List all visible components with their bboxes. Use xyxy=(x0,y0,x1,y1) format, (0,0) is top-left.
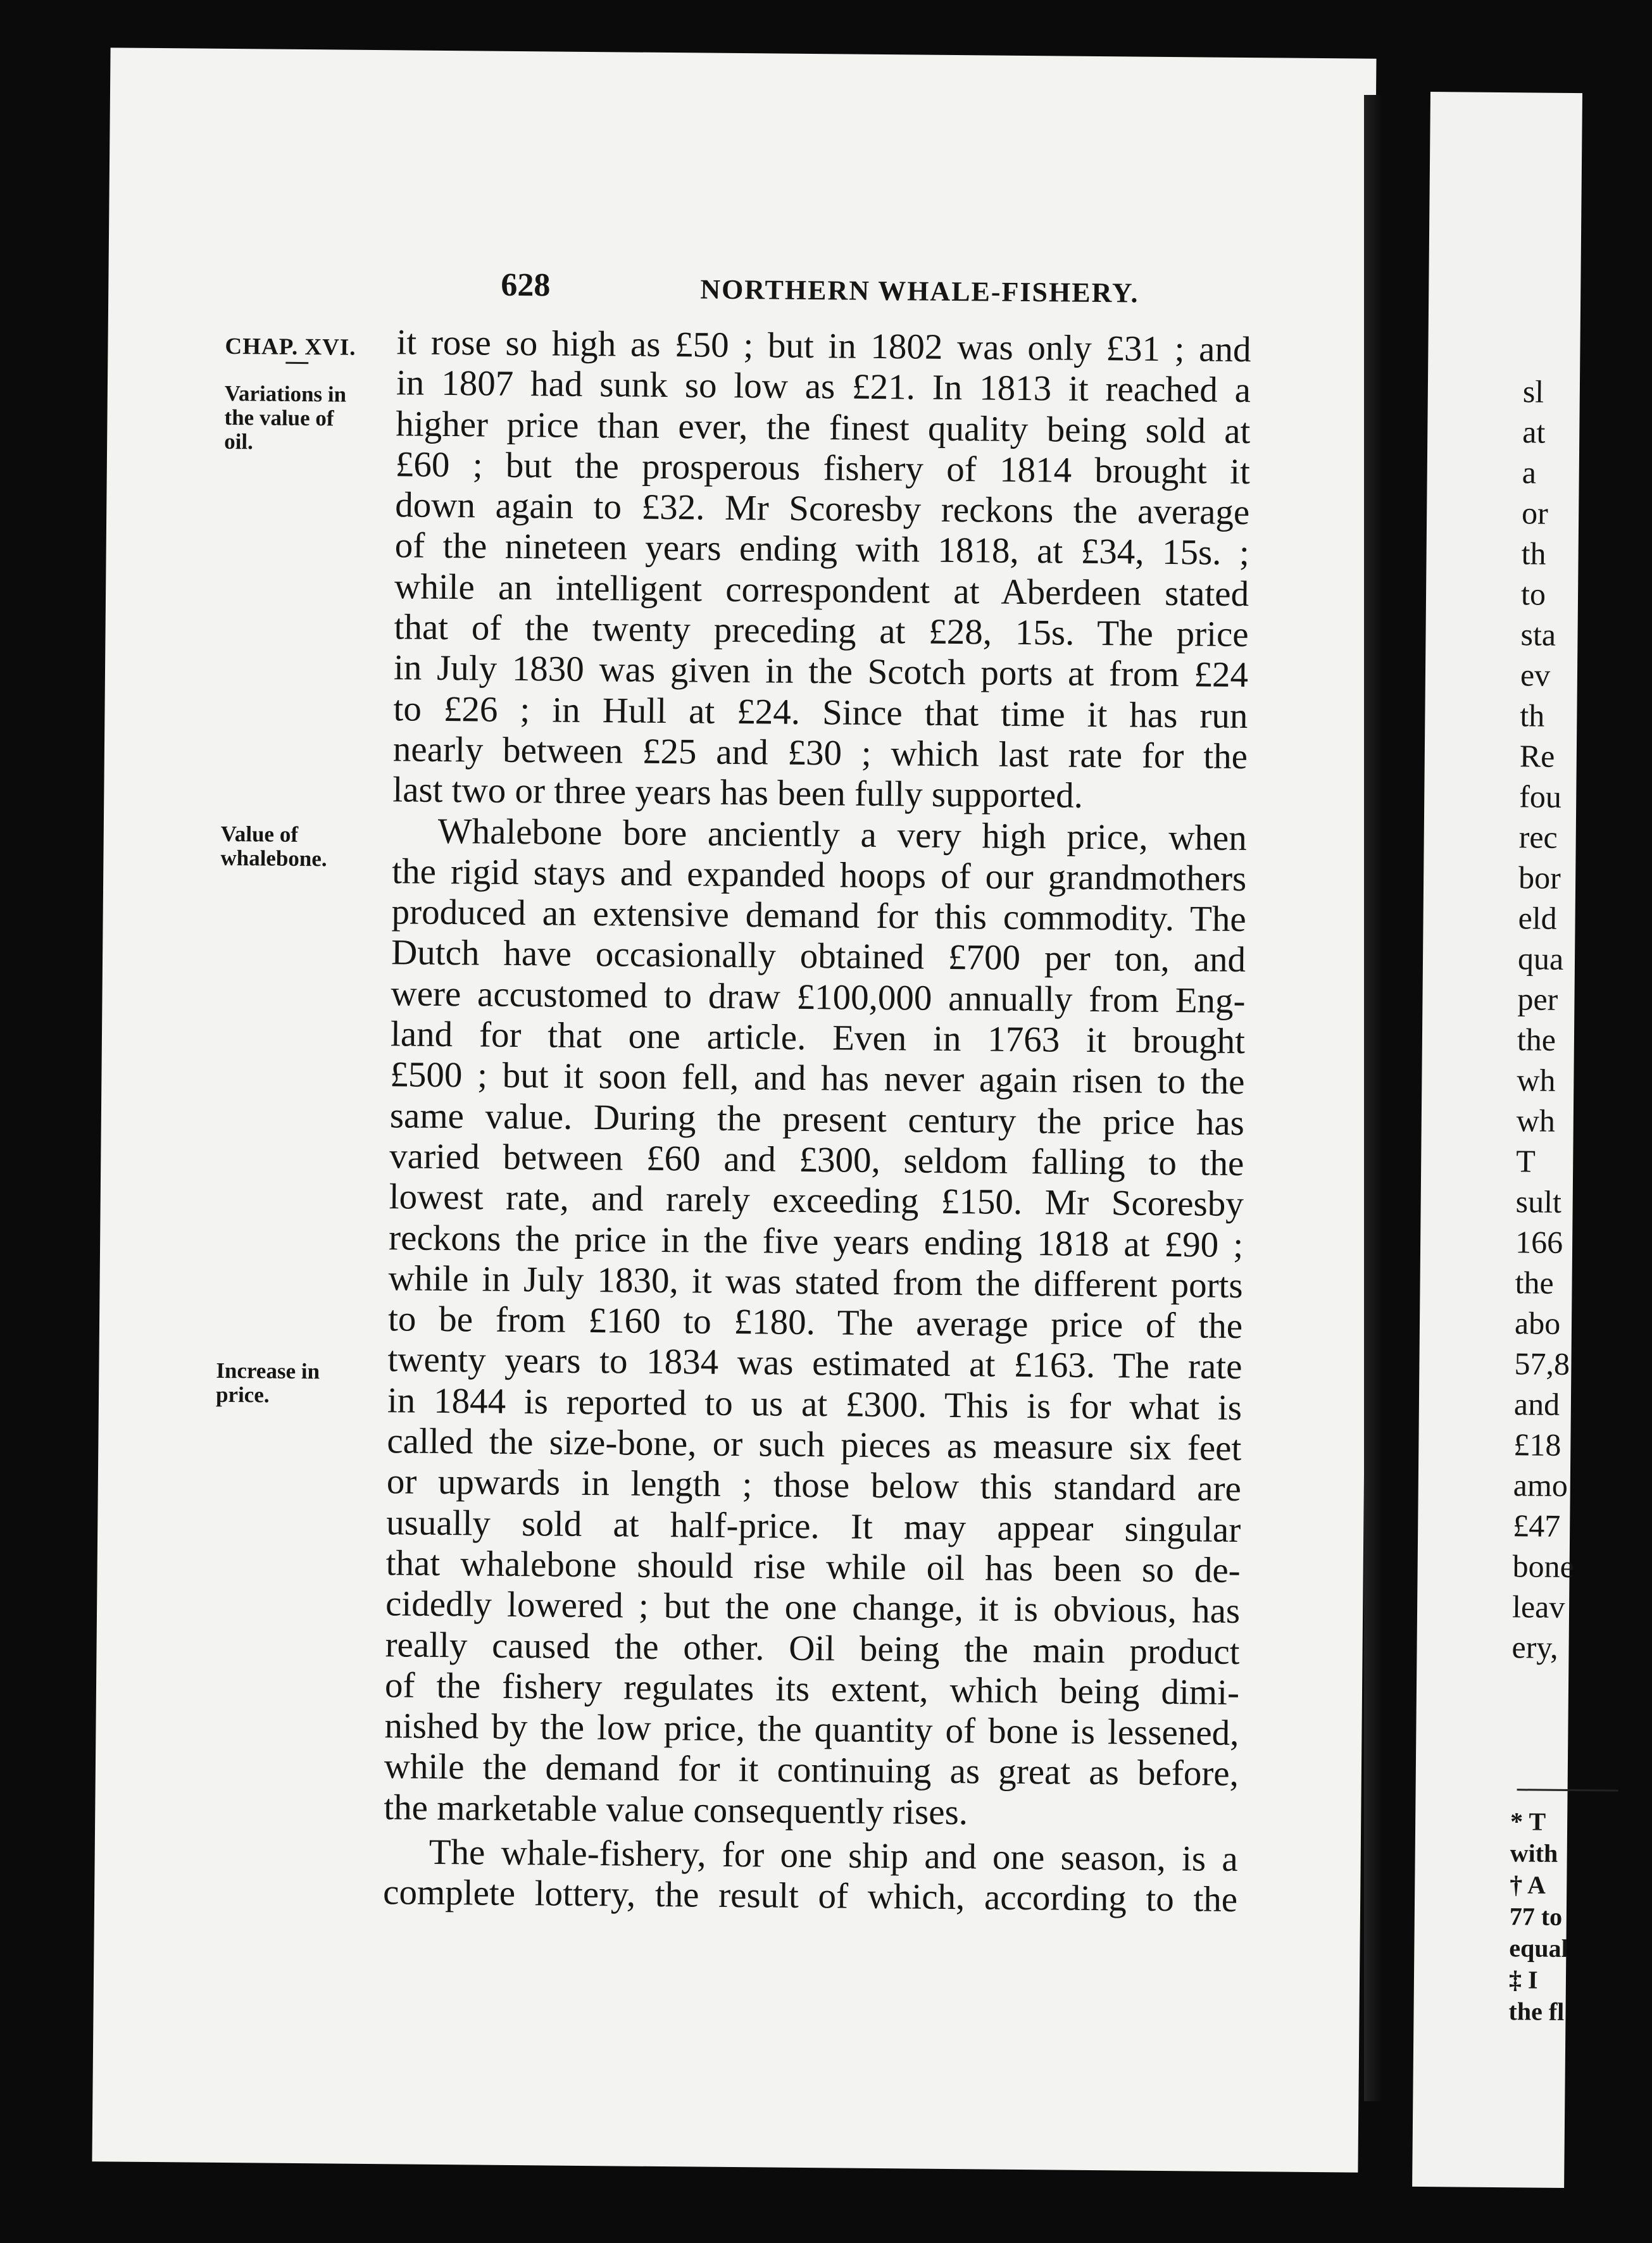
text-line: the rigid stays and expanded hoops of our grandmothers xyxy=(391,851,1247,899)
text-line: or upwards in length ; those below this standard are xyxy=(386,1461,1242,1509)
facing-text-fragment: ev xyxy=(1520,657,1551,693)
margin-dash xyxy=(285,362,308,364)
text-line: Whalebone bore anciently a very high price, when xyxy=(437,811,1248,858)
facing-text-fragment: at xyxy=(1522,414,1546,450)
text-line: of the nineteen years ending with 1818, at £34, 15s. ; xyxy=(394,525,1249,573)
body-text xyxy=(383,322,1251,1920)
text-line: varied between £60 and £300, seldom falling to the xyxy=(389,1136,1244,1184)
text-line: that of the twenty preceding at £28, 15s. The price xyxy=(394,607,1249,655)
facing-text-fragment: Re xyxy=(1519,738,1555,774)
text-line: produced an extensive demand for this commodity. The xyxy=(391,892,1246,940)
text-line: cidedly lowered ; but the one change, it is obvious, has xyxy=(385,1584,1241,1632)
footnote-rule xyxy=(1517,1789,1618,1791)
text-line: down again to £32. Mr Scoresby reckons the average xyxy=(395,485,1250,533)
text-line: £500 ; but it soon fell, and has never again risen to the xyxy=(390,1054,1245,1103)
facing-page-footnotes xyxy=(1508,1789,1637,2028)
text-line: to be from £160 to £180. The average price of the xyxy=(387,1299,1243,1347)
gutter-shadow xyxy=(1364,95,1383,2101)
facing-text-fragment: fou xyxy=(1519,778,1562,815)
facing-text-fragment: and xyxy=(1513,1386,1560,1422)
text-line: the marketable value consequently rises. xyxy=(384,1787,968,1832)
text-line: same value. During the present century the price has xyxy=(389,1095,1245,1143)
facing-text-fragment: wh xyxy=(1516,1103,1556,1139)
text-line: in 1807 had sunk so low as £21. In 1813 it reached a xyxy=(396,363,1251,411)
facing-text-fragment: sl xyxy=(1522,373,1544,409)
facing-text-fragment: £18 xyxy=(1513,1427,1561,1463)
facing-text-fragment: sult xyxy=(1515,1184,1562,1220)
text-line: nished by the low price, the quantity of bone is lessened, xyxy=(384,1706,1239,1754)
facing-text-fragment: the xyxy=(1515,1265,1554,1301)
text-line: last two or three years has been fully supported. xyxy=(392,770,1084,816)
facing-footnote-fragment: with xyxy=(1510,1839,1558,1868)
facing-text-fragment: rec xyxy=(1518,819,1558,855)
facing-text-fragment: th xyxy=(1520,697,1545,734)
facing-text-fragment: sta xyxy=(1520,616,1556,653)
text-line: were accustomed to draw £100,000 annually from Eng- xyxy=(391,973,1246,1021)
facing-footnote-fragment: the fl xyxy=(1508,1997,1565,2026)
text-line: that whalebone should rise while oil has been so de- xyxy=(385,1543,1241,1590)
running-head xyxy=(399,265,1349,318)
text-line: complete lottery, the result of which, according to the xyxy=(382,1872,1238,1920)
text-line: while in July 1830, it was stated from the different ports xyxy=(388,1258,1243,1306)
facing-footnote-fragment: 77 to xyxy=(1509,1902,1563,1931)
running-title: NORTHERN WHALE-FISHERY. xyxy=(700,273,1139,309)
facing-footnote-fragment: * T xyxy=(1510,1807,1546,1836)
facing-text-fragment: T xyxy=(1516,1143,1536,1179)
text-line: nearly between £25 and £30 ; which last rate for the xyxy=(392,729,1248,777)
text-line: of the fishery regulates its extent, which being dimi- xyxy=(384,1665,1240,1713)
margin-note-increase: Increase in price. xyxy=(215,1358,320,1408)
text-line: Dutch have occasionally obtained £700 per ton, and xyxy=(391,932,1246,980)
facing-text-fragment: ery, xyxy=(1511,1629,1558,1665)
facing-text-fragment: £47 xyxy=(1512,1508,1561,1544)
facing-text-fragment: bone xyxy=(1512,1548,1575,1585)
facing-text-fragment: per xyxy=(1517,981,1558,1017)
text-line: while an intelligent correspondent at Aberdeen stated xyxy=(394,566,1249,614)
text-line: twenty years to 1834 was estimated at £163. The rate xyxy=(387,1339,1242,1387)
margin-note-oil: Variations in the value of oil. xyxy=(224,380,347,454)
facing-text-fragment: eld xyxy=(1518,900,1557,936)
text-line: really caused the other. Oil being the main product xyxy=(385,1624,1240,1672)
facing-text-fragment: bor xyxy=(1518,859,1561,896)
facing-text-fragment: th xyxy=(1521,535,1546,572)
text-line: called the size-bone, or such pieces as measure six feet xyxy=(387,1421,1242,1469)
facing-page-fragment xyxy=(1412,92,1582,2188)
margin-note-chapter: CHAP. XVI. xyxy=(225,335,370,367)
text-line: usually sold at half-price. It may appear singular xyxy=(386,1502,1241,1550)
margin-note-whalebone: Value of whalebone. xyxy=(220,821,327,872)
text-line: lowest rate, and rarely exceeding £150. Mr Scoresby xyxy=(389,1177,1244,1225)
facing-text-fragment: qua xyxy=(1517,940,1564,977)
text-line: The whale-fishery, for one ship and one season, is a xyxy=(429,1832,1238,1879)
text-line: in 1844 is reported to us at £300. This is for what is xyxy=(387,1380,1242,1428)
facing-text-fragment: the xyxy=(1517,1022,1556,1058)
facing-footnote-fragment: ‡ I xyxy=(1508,1965,1538,1994)
text-line: while the demand for it continuing as great as before, xyxy=(384,1746,1239,1794)
facing-footnote-fragment: † A xyxy=(1510,1870,1546,1899)
text-line: land for that one article. Even in 1763 it brought xyxy=(390,1014,1246,1062)
facing-text-fragment: leav xyxy=(1511,1589,1565,1625)
book-page xyxy=(92,47,1376,2172)
facing-text-fragment: wh xyxy=(1517,1062,1556,1098)
facing-text-fragment: 166 xyxy=(1515,1224,1563,1260)
facing-text-fragment: amo xyxy=(1513,1467,1568,1503)
text-line: reckons the price in the five years ending 1818 at £90 ; xyxy=(388,1217,1244,1265)
facing-text-fragment: a xyxy=(1522,454,1537,490)
page-number: 628 xyxy=(501,266,551,304)
text-line: it rose so high as £50 ; but in 1802 was only £31 ; and xyxy=(396,322,1251,370)
text-line: to £26 ; in Hull at £24. Since that time it has run xyxy=(393,688,1248,736)
text-line: in July 1830 was given in the Scotch ports at from £24 xyxy=(393,647,1249,696)
facing-footnote-fragment: equal xyxy=(1509,1934,1568,1963)
facing-page-text xyxy=(1511,371,1649,1668)
facing-text-fragment: or xyxy=(1521,495,1549,531)
facing-text-fragment: abo xyxy=(1514,1305,1561,1341)
text-line: higher price than ever, the finest quality being sold at xyxy=(396,403,1251,451)
facing-text-fragment: 57,8 xyxy=(1514,1346,1570,1382)
facing-text-fragment: to xyxy=(1520,576,1546,612)
text-line: £60 ; but the prosperous fishery of 1814 brought it xyxy=(395,444,1251,492)
